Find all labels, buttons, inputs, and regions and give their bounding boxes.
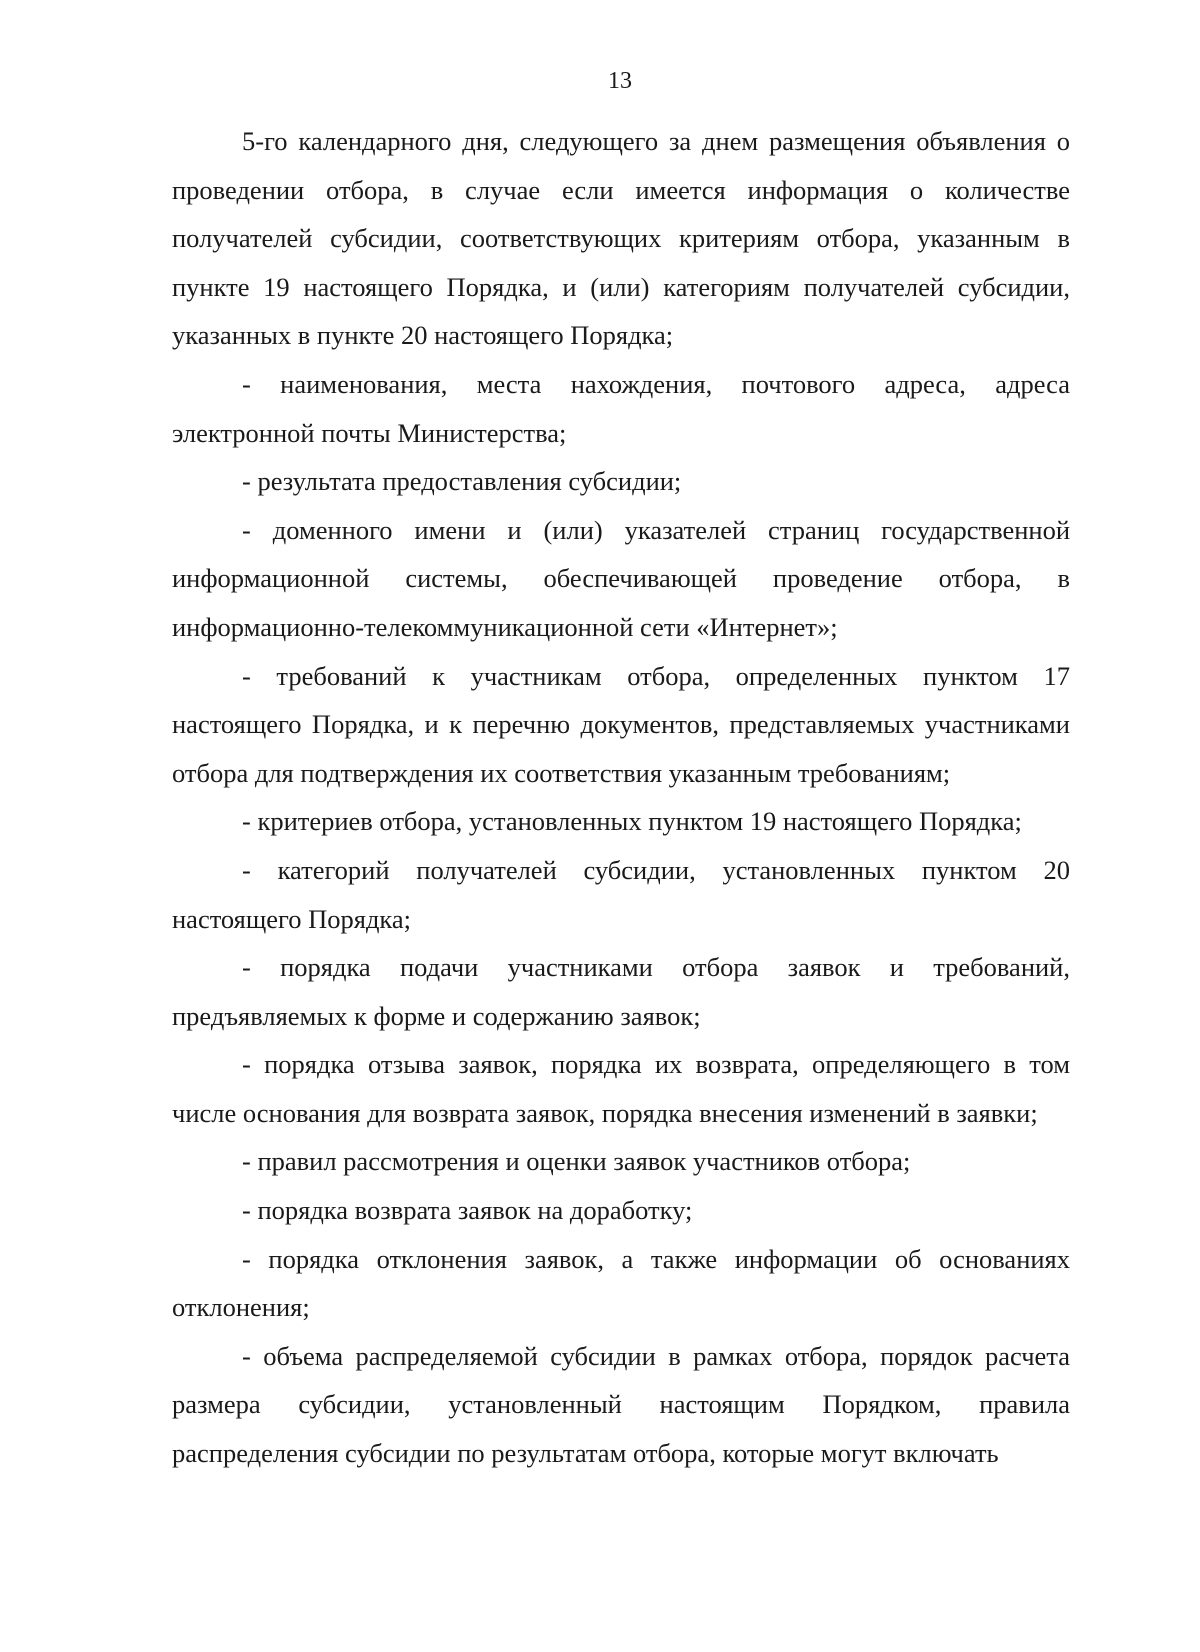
list-item: - порядка отзыва заявок, порядка их возврата, определяющего в том числе основания для возврата заявок, порядка внесения изменений в заявки; [172, 1049, 1070, 1128]
list-item: - доменного имени и (или) указателей страниц государственной информационной системы, обеспечивающей проведение отбора, в информационно-телекоммуникационной сети «Интернет»; [172, 514, 1070, 642]
list-item: - результата предоставления субсидии; [242, 466, 682, 497]
list-item: - наименования, места нахождения, почтового адреса, адреса электронной почты Министерства; [172, 368, 1070, 448]
document-body [172, 117, 1070, 1478]
list-item: - правил рассмотрения и оценки заявок участников отбора; [242, 1146, 911, 1177]
list-item: - порядка возврата заявок на доработку; [242, 1195, 693, 1226]
list-item: - категорий получателей субсидии, установленных пунктом 20 настоящего Порядка; [172, 854, 1070, 934]
list-item: - порядка отклонения заявок, а также информации об основаниях отклонения; [172, 1243, 1070, 1323]
list-item: - порядка подачи участниками отбора заявок и требований, предъявляемых к форме и содержанию заявок; [172, 952, 1070, 1031]
paragraph: 5-го календарного дня, следующего за днем размещения объявления о проведении отбора, в случае если имеется информация о количестве получателей субсидии, соответствующих критериям отбора, указанным в пункте 19 настоящего Порядка, и (или) категориям получателей субсидии, указанных в пункте 20 настоящего Порядка; [172, 126, 1070, 351]
page-number: 13 [608, 68, 632, 94]
list-item: - требований к участникам отбора, определенных пунктом 17 настоящего Порядка, и к перечню документов, представляемых участниками отбора для подтверждения их соответствия указанным требованиям; [172, 660, 1070, 788]
list-item: - объема распределяемой субсидии в рамках отбора, порядок расчета размера субсидии, установленный настоящим Порядком, правила распределения субсидии по результатам отбора, которые могут включать [172, 1340, 1070, 1469]
list-item: - критериев отбора, установленных пунктом 19 настоящего Порядка; [242, 806, 1022, 837]
